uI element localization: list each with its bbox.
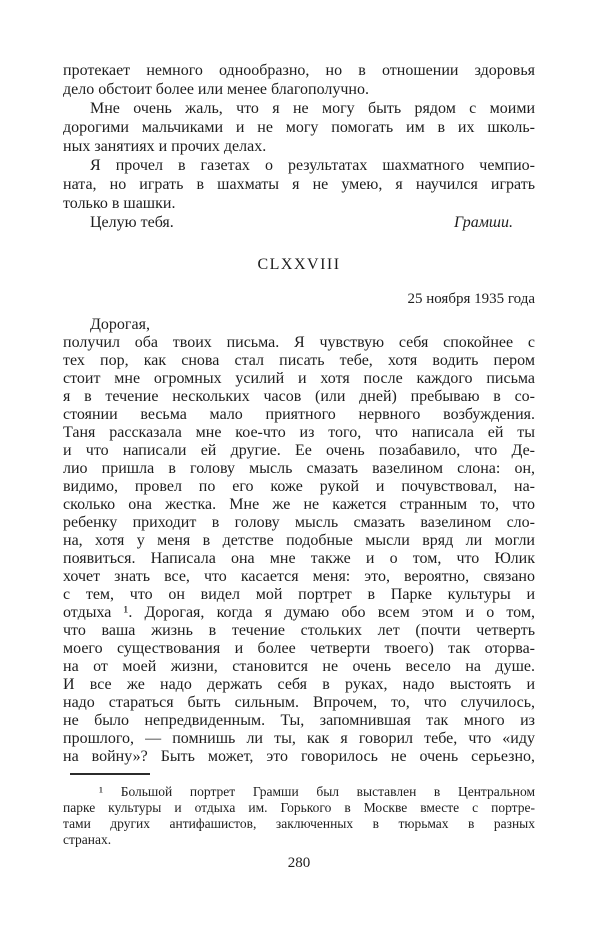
closing-text: Целую тебя. — [90, 214, 174, 231]
letter-body-line: надо стараться быть сильным. Впрочем, то, что случилось, — [63, 694, 535, 711]
footnote-divider — [70, 773, 150, 775]
signature: Грамши. — [454, 214, 513, 231]
letter-body-line: Таня рассказала мне кое-что из того, что написала ей ты — [63, 424, 535, 441]
footnote-line: парке культуры и отдыха им. Горького в Москве вместе с портре- — [63, 800, 535, 815]
salutation: Дорогая, — [90, 316, 150, 333]
letter-body-line: на от моей жизни, становится не очень весело на душе. — [63, 658, 535, 675]
letter-date: 25 ноября 1935 года — [407, 291, 535, 307]
prev-letter-line: Мне очень жаль, что я не могу быть рядом с моими — [90, 100, 535, 117]
letter-body-line: хочет знать все, что касается меня: это, вероятно, связано — [63, 568, 535, 585]
letter-body-line: видимо, провел по его коже рукой и почувствовал, на- — [63, 478, 535, 495]
letter-body-line: тех пор, как снова стал писать тебе, хотя водить пером — [63, 352, 535, 369]
letter-body-line: не было непредвиденным. Ты, запомнившая так много из — [63, 712, 535, 729]
letter-body-line: отдыха ¹. Дорогая, когда я думаю обо всем этом и о том, — [63, 604, 535, 621]
letter-body-line: стоит мне огромных усилий и хотя после каждого письма — [63, 370, 535, 387]
prev-letter-line: дорогими мальчиками и не могу помогать им в их школь- — [63, 119, 535, 136]
letter-body-line: на, хотя у меня в детстве подобные мысли вряд ли могли — [63, 532, 535, 549]
page-number: 280 — [287, 855, 311, 871]
footnote-line: тами других антифашистов, заключенных в тюрьмах в разных — [63, 816, 535, 831]
letter-body-line: что ваша жизнь в течение стольких лет (почти четверть — [63, 622, 535, 639]
letter-body-line: на войну»? Быть может, это говорилось не очень серьезно, — [63, 748, 535, 765]
letter-body-line: стоянии весьма мало приятного нервного возбуждения. — [63, 406, 535, 423]
prev-letter-ending — [63, 61, 535, 213]
letter-body-line: моего существования и более четверти твоего) так оторва- — [63, 640, 535, 657]
closing-row — [63, 213, 535, 232]
letter-body-line: с тем, что он видел мой портрет в Парке культуры и — [63, 586, 535, 603]
letter-body-line: прошлого, — помнишь ли ты, как я говорил тебе, что «иду — [63, 730, 535, 747]
letter-body-line: сколько она жестка. Мне же не кажется странным то, что — [63, 496, 535, 513]
prev-letter-line: ната, но играть в шахматы я не умею, я научился играть — [63, 176, 535, 193]
letter-body-line: И все же надо держать себя в руках, надо выстоять и — [63, 676, 535, 693]
prev-letter-line: только в шашки. — [63, 195, 176, 212]
prev-letter-line: протекает немного однообразно, но в отношении здоровья — [63, 62, 535, 79]
prev-letter-line: Я прочел в газетах о результатах шахматного чемпио- — [90, 157, 535, 174]
text-block — [63, 61, 535, 872]
letter-body-line: лио пришла в голову мысль смазать вазелином слона: он, — [63, 460, 535, 477]
letter-heading: CLXXVIII — [257, 256, 341, 273]
letter-body-line: я в течение нескольких часов (или дней) пребываю в со- — [63, 388, 535, 405]
prev-letter-line: ных занятиях и прочих делах. — [63, 138, 267, 155]
letter-body-line: получил оба твоих письма. Я чувствую себя спокойнее с — [63, 334, 535, 351]
footnote-line: странах. — [63, 832, 112, 847]
prev-letter-line: дело обстоит более или менее благополучно. — [63, 81, 369, 98]
footnote — [63, 784, 535, 848]
letter-body — [63, 334, 535, 766]
letter-body-line: ребенку приходит в голову мысль смазать вазелином сло- — [63, 514, 535, 531]
letter-body-line: появиться. Написала она мне также и о том, что Юлик — [63, 550, 535, 567]
letter-body-line: и что написали ей другие. Ее очень позабавило, что Де- — [63, 442, 535, 459]
footnote-line: ¹ Большой портрет Грамши был выставлен в Центральном — [99, 784, 535, 799]
